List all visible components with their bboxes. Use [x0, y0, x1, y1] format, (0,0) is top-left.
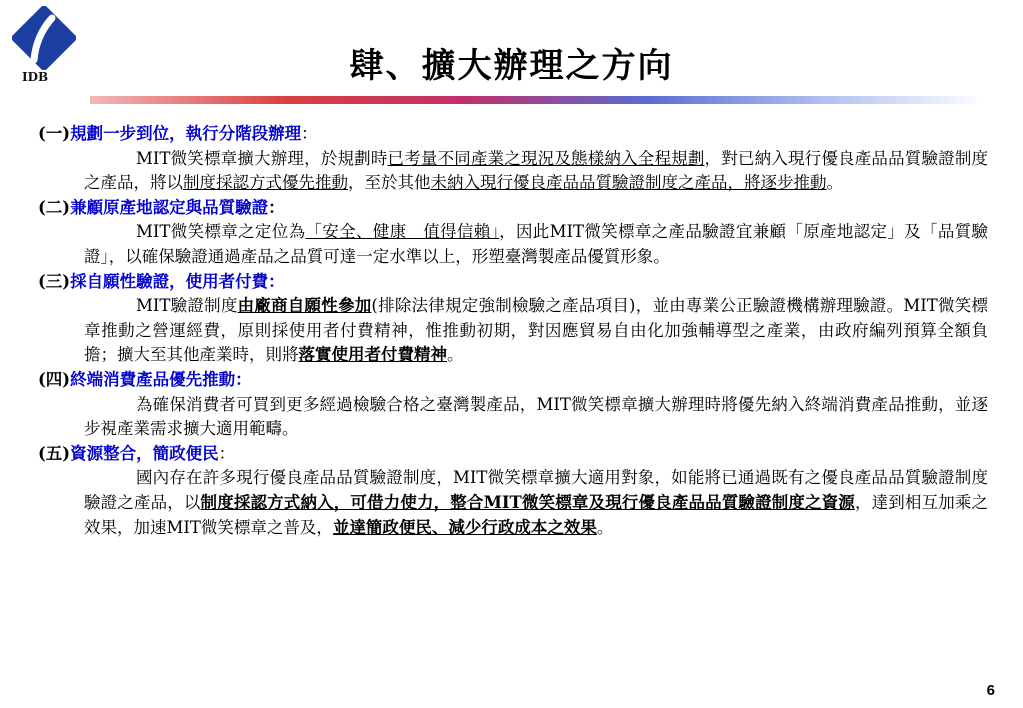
section-2-header: (二)兼顧原產地認定與品質驗證： — [38, 197, 285, 217]
section-3-header: (三)採自願性驗證，使用者付費： — [38, 271, 285, 291]
section-3-heading: 採自願性驗證，使用者付費： — [70, 271, 285, 291]
section-5-paragraph: 國內存在許多現行優良產品品質驗證制度，MIT微笑標章擴大適用對象，如能將已通過既有之優良產品品質驗證制度驗證之產品，以制度採認方式納入，可借力使力，整合MIT微笑標章及現行優良產品品質驗證制度之資源，達到相互加乘之效果，加速MIT微笑標章之普及，並達簡政便民、減少行政成本之效果。 — [84, 468, 989, 537]
page-number: 6 — [986, 682, 995, 699]
slide-title: 肆、擴大辦理之方向 — [349, 46, 674, 86]
section-4-paragraph: 為確保消費者可買到更多經過檢驗合格之臺灣製產品，MIT微笑標章擴大辦理時將優先納入終端消費產品推動，並逐步視產業需求擴大適用範疇。 — [84, 394, 988, 439]
section-1-header: (一)規劃一步到位，執行分階段辦理： — [38, 124, 318, 143]
section-1-heading: 規劃一步到位，執行分階段辦理 — [70, 124, 302, 143]
section-5-header: (五)資源整合，簡政便民： — [38, 443, 236, 463]
title-underline-bar — [90, 96, 985, 104]
content-body — [38, 122, 988, 540]
section-2-heading: 兼顧原產地認定與品質驗證 — [70, 197, 269, 217]
logo-label: IDB — [22, 70, 49, 84]
section-5-heading: 資源整合，簡政便民 — [70, 443, 219, 463]
section-2-paragraph: MIT微笑標章之定位為「安全、健康 值得信賴」，因此MIT微笑標章之產品驗證宜兼顧「原產地認定」及「品質驗證」，以確保驗證通過產品之品質可達一定水準以上，形塑臺灣製產品優質形象。 — [84, 222, 989, 266]
section-4-heading: 終端消費產品優先推動： — [70, 369, 252, 389]
section-4-header: (四)終端消費產品優先推動： — [38, 369, 252, 389]
section-3-paragraph: MIT驗證制度由廠商自願性參加(排除法律規定強制檢驗之產品項目)，並由專業公正驗證機構辦理驗證。MIT微笑標章推動之營運經費，原則採使用者付費精神，惟推動初期，對因應貿易自由化加強輔導型之產業，由政府編列預算全額負擔；擴大至其他產業時，則將落實使用者付費精神。 — [84, 296, 989, 365]
section-1-paragraph: MIT微笑標章擴大辦理，於規劃時已考量不同產業之現況及態樣納入全程規劃，對已納入現行優良產品品質驗證制度之產品，將以制度採認方式優先推動，至於其他未納入現行優良產品品質驗證制度之產品，將逐步推動。 — [84, 148, 989, 193]
